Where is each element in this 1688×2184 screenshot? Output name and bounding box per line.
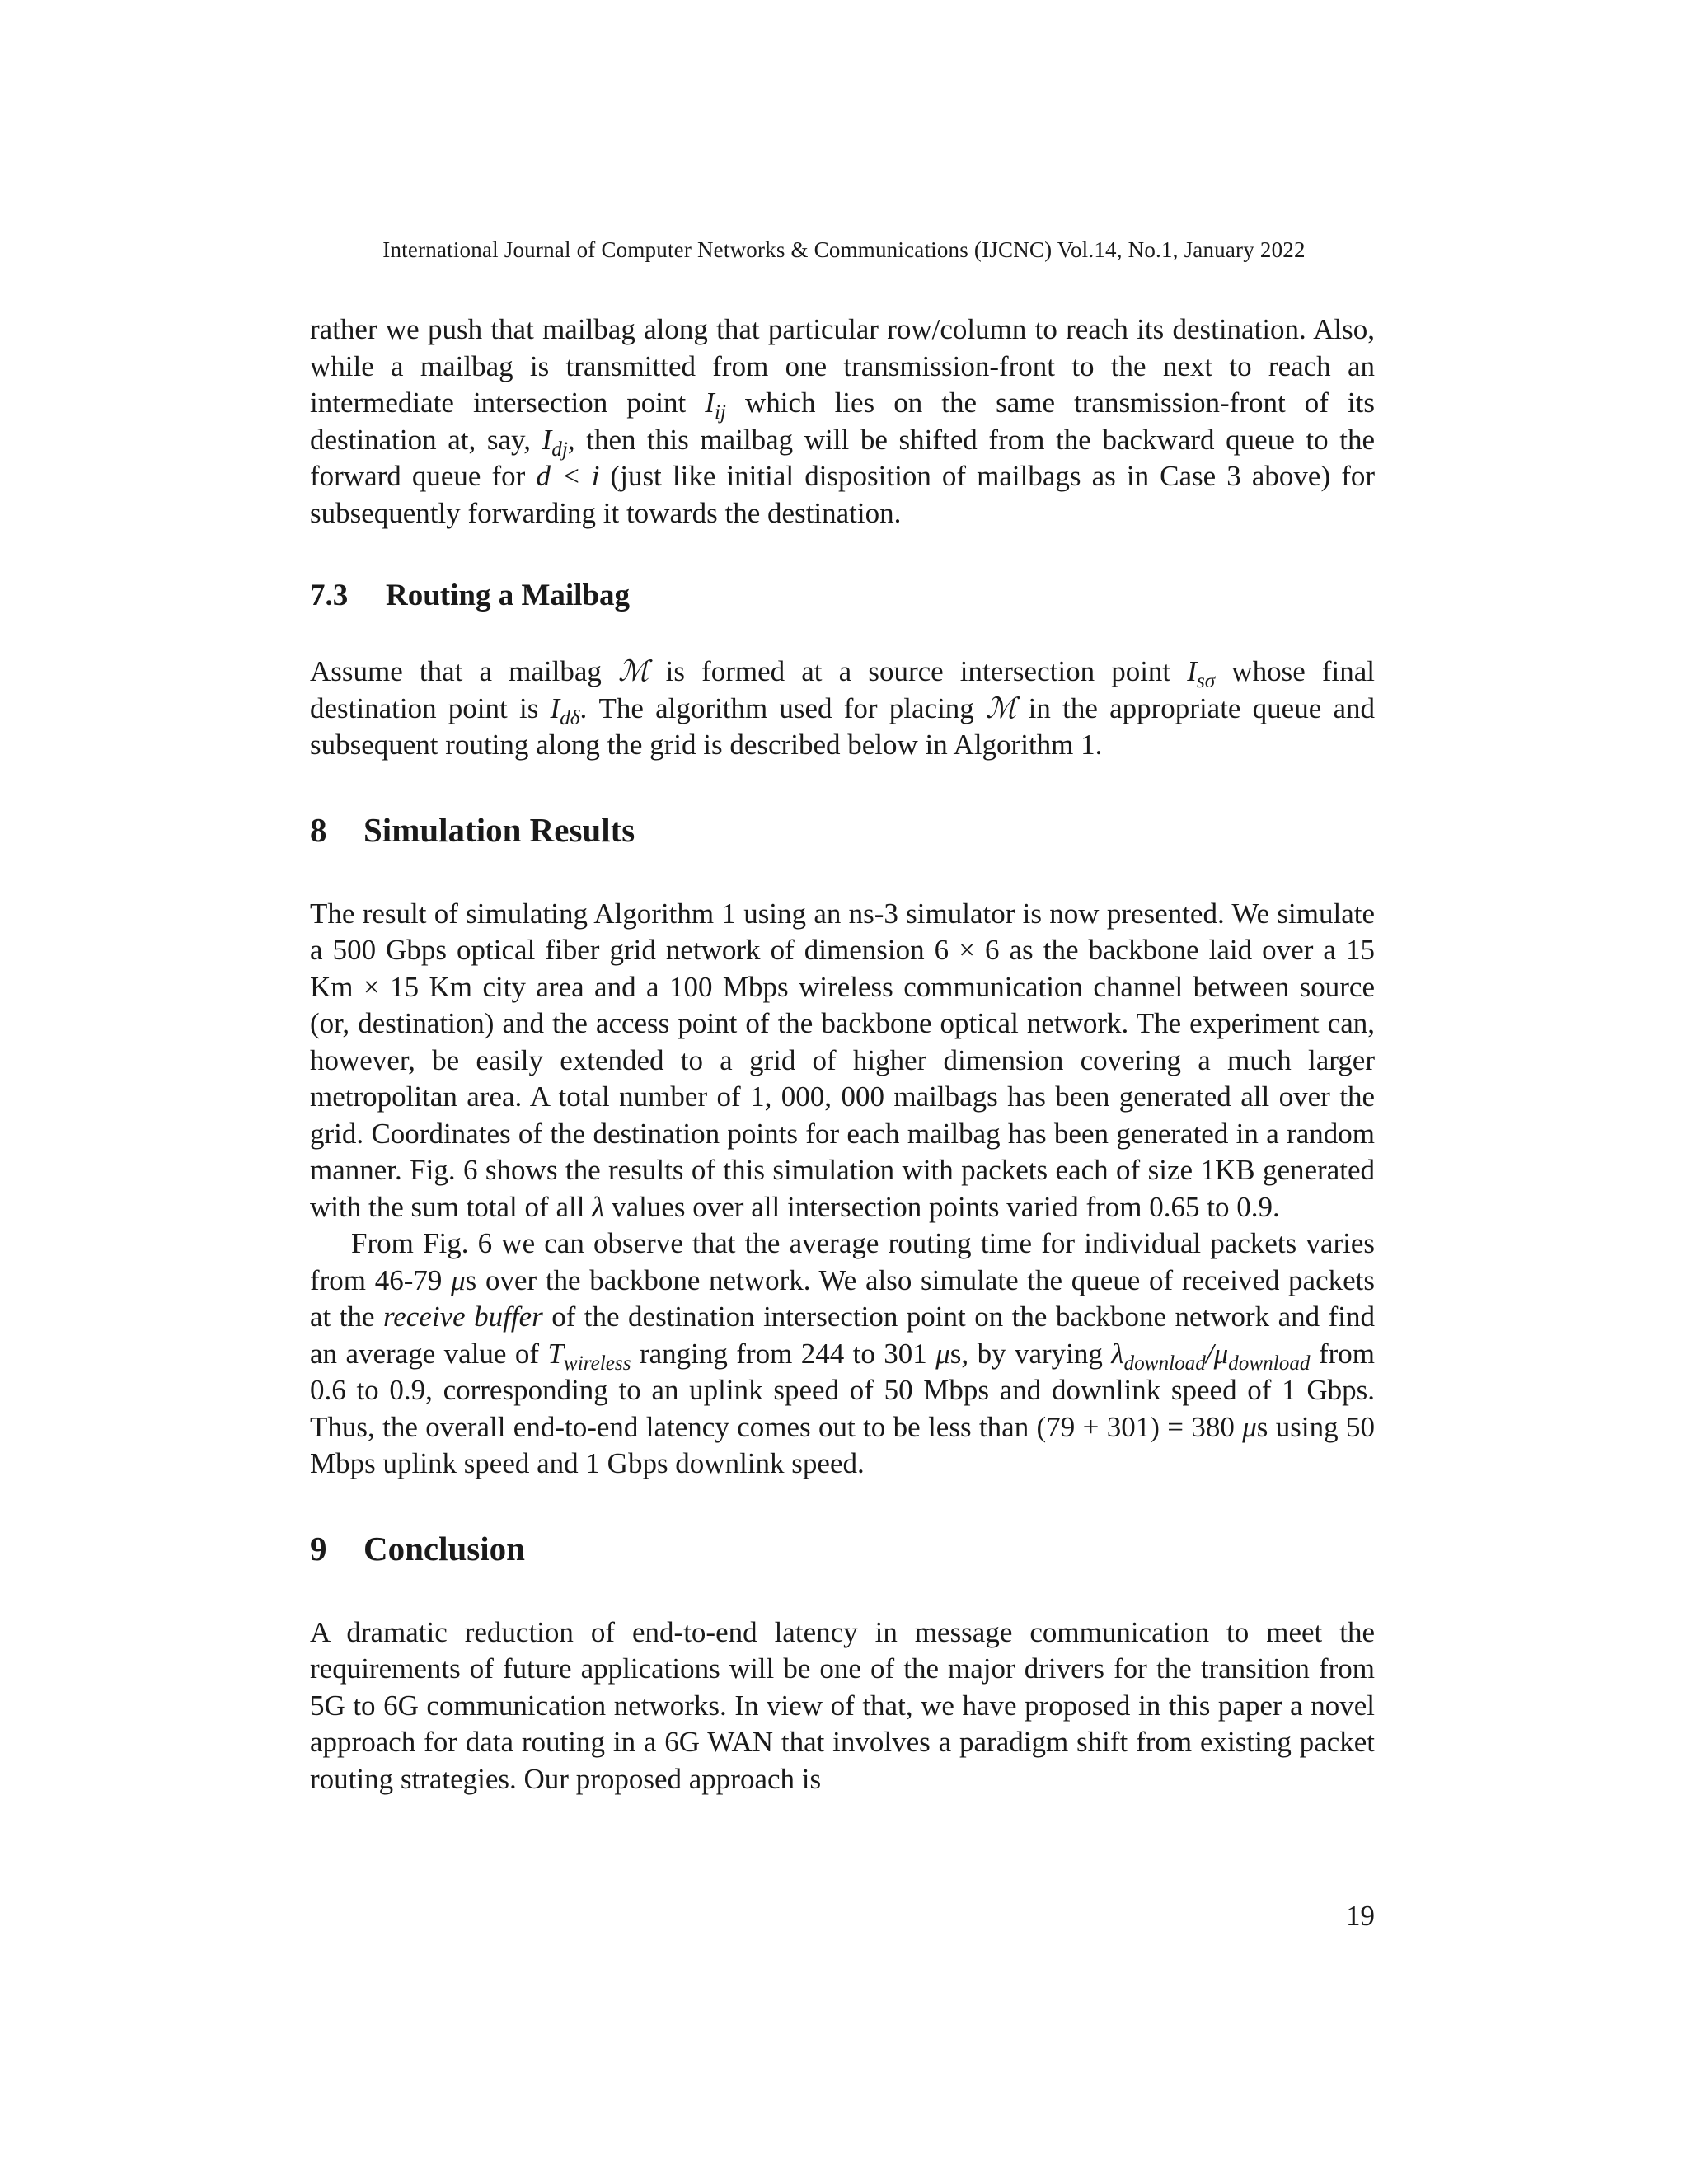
text-run: Assume that a mailbag [310, 655, 619, 687]
math-subscript: wireless [563, 1352, 631, 1375]
math-subscript: download [1123, 1352, 1206, 1375]
math-subscript: download [1228, 1352, 1311, 1375]
math-symbol: λ [1111, 1337, 1124, 1370]
math-symbol: I [1187, 655, 1197, 687]
text-run: in the appropriate queue and subsequent routing along the grid is described below in Algorithm 1. [310, 691, 1375, 761]
math-subscript: sσ [1196, 670, 1216, 692]
intro-paragraph [310, 312, 1375, 532]
text-run: from 0.6 to 0.9, corresponding to an uplink speed of 50 Mbps and downlink speed of 1 Gbps. Thus, the overall end-to-end latency comes out to be less than (79 + 301) = 380 [310, 1337, 1375, 1443]
page-body [310, 312, 1375, 1797]
math-subscript: dδ [560, 706, 580, 729]
section-8-paragraph-1 [310, 896, 1375, 1226]
section-9-paragraph: A dramatic reduction of end-to-end latency in message communication to meet the requirements of future applications will be one of the major drivers for the transition from 5G to 6G communication networks. In view of that, we have proposed in this paper a novel approach for data routing in a 6G WAN that involves a paradigm shift from existing packet routing strategies. Our proposed approach is [310, 1615, 1375, 1795]
text-run: , then this mailbag will be shifted from the backward queue to the forward queue for [310, 423, 1375, 492]
math-symbol: I [550, 691, 560, 724]
math-inequality: d < i [536, 460, 600, 492]
text-run: s over the backbone network. We also simulate the queue of received packets at the [310, 1263, 1375, 1333]
text-run: which lies on the same transmission-front of its destination at, say, [310, 387, 1375, 456]
section-8-paragraph-2 [310, 1226, 1375, 1483]
text-run: of the destination intersection point on the backbone network and find an average value of [310, 1301, 1375, 1370]
math-subscript: ij [714, 401, 726, 424]
math-symbol: I [542, 423, 552, 456]
math-symbol: λ [592, 1190, 605, 1223]
math-symbol: μ [935, 1337, 950, 1370]
text-run: values over all intersection points varied from 0.65 to 0.9. [604, 1190, 1280, 1223]
math-subscript: dj [551, 438, 568, 461]
running-header: International Journal of Computer Networks & Communications (IJCNC) Vol.14, No.1, January 2022 [382, 237, 1306, 262]
text-run: . The algorithm used for placing [579, 691, 987, 724]
math-symbol: /μ [1205, 1337, 1229, 1370]
text-run: whose final destination point is [310, 655, 1375, 724]
section-7-3-heading [310, 578, 1375, 614]
section-number: 8 [310, 810, 327, 849]
math-symbol: μ [1242, 1410, 1257, 1443]
section-7-3-paragraph [310, 654, 1375, 764]
section-9-heading [310, 1529, 1375, 1568]
text-run: ranging from 244 to 301 [631, 1337, 936, 1370]
section-title: Routing a Mailbag [386, 579, 631, 612]
text-run: The result of simulating Algorithm 1 using an ns-3 simulator is now presented. We simulate a 500 Gbps optical fiber grid network of dimension 6 × 6 as the backbone laid over a 15 Km × 15 Km city area and a 100 Mbps wireless communication channel between source (or, destination) and the access point of the backbone optical network. The experiment can, however, be easily extended to a grid of higher dimension covering a much larger metropolitan area. A total number of 1, 000, 000 mailbags has been generated all over the grid. Coordinates of the destination points for each mailbag has been generated in a random manner. Fig. 6 shows the results of this simulation with packets each of size 1KB generated with the sum total of all [310, 897, 1375, 1223]
section-title: Conclusion [363, 1529, 525, 1568]
section-number: 7.3 [310, 579, 349, 612]
text-run: From Fig. 6 we can observe that the average routing time for individual packets varies from 46-79 [310, 1227, 1375, 1296]
text-run: s using 50 Mbps uplink speed and 1 Gbps downlink speed. [310, 1410, 1375, 1479]
math-symbol: I [705, 387, 715, 419]
text-run: s, by varying [950, 1337, 1112, 1370]
math-symbol: μ [451, 1263, 466, 1296]
text-run: (just like initial disposition of mailbags as in Case 3 above) for subsequently forwarding it towards the destination. [310, 460, 1376, 529]
math-symbol: ℳ [618, 655, 649, 687]
math-symbol: T [547, 1337, 564, 1370]
text-run: is formed at a source intersection point [649, 655, 1188, 687]
section-title: Simulation Results [363, 810, 635, 849]
page-number: 19 [1346, 1900, 1375, 1932]
math-symbol: ℳ [986, 691, 1017, 724]
section-number: 9 [310, 1529, 327, 1568]
emphasized-term: receive buffer [382, 1301, 543, 1333]
section-8-heading [310, 810, 1375, 850]
text-run: rather we push that mailbag along that particular row/column to reach its destination. Also, while a mailbag is transmitted from one transmission-front to the next to reach an intermediate intersection point [310, 313, 1375, 419]
